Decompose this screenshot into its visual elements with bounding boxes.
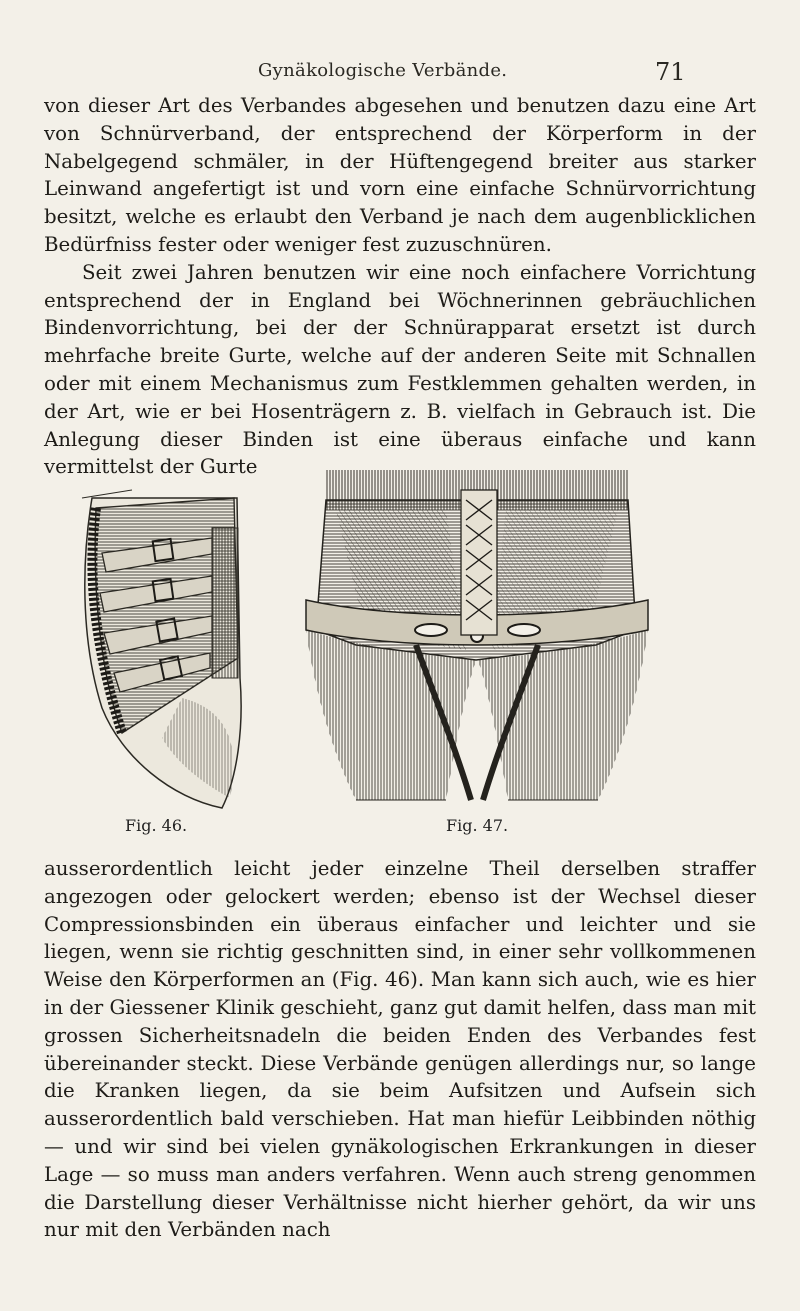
figure-46-caption: Fig. 46. [125, 816, 188, 835]
paragraph: Seit zwei Jahren benutzen wir eine noch einfachere Vorrichtung entsprechend der in England bei Wöchnerinnen gebräuchlichen Bindenvorrichtung, bei der der Schnürapparat ersetzt ist durch mehrfache breite Gurte, welche auf der anderen Seite mit Schnallen oder mit einem Mechanismus zum Festklemmen gehalten werden, in der Art, wie er bei Hosenträgern z. B. vielfach in Gebrauch ist. Die Anlegung dieser Binden ist eine überaus einfache und kann vermittelst der Gurte [44, 260, 756, 479]
paragraph: ausserordentlich leicht jeder einzelne Theil derselben straffer angezogen oder gelockert werden; ebenso ist der Wechsel dieser Compressionsbinden ein überaus einfacher und leichter und sie liegen, wenn sie richtig geschnitten sind, in einer sehr vollkommenen Weise den Körperformen an (Fig. 46). Man kann sich auch, wie es hier in der Giessener Klinik geschieht, ganz gut damit helfen, dass man mit grossen Sicherheitsnadeln die beiden Enden des Verbandes fest übereinander steckt. Diese Verbände genügen allerdings nur, so lange die Kranken liegen, da sie beim Aufsitzen und Aufsein sich ausserordentlich bald verschieben. Hat man hiefür Leibbinden nöthig — und wir sind bei vielen gynäkologischen Erkrankungen in dieser Lage — so muss man anders verfahren. Wenn auch streng genommen die Darstellung dieser Verhältnisse nicht hierher gehört, da wir uns nur mit den Verbänden nach [44, 857, 757, 1242]
figure-47-illustration [296, 470, 658, 808]
binder-side-view-engraving [62, 478, 262, 810]
figure-46-illustration [62, 478, 262, 810]
running-title: Gynäkologische Verbände. [258, 60, 508, 81]
page-number: 71 [655, 58, 686, 86]
text-block-top [44, 92, 756, 481]
text-block-bottom [44, 855, 756, 1244]
laced-binder-front-view-engraving [296, 470, 658, 808]
figure-47-caption: Fig. 47. [446, 816, 509, 835]
figure-area [0, 470, 800, 840]
page-header [0, 60, 800, 90]
paragraph: von dieser Art des Verbandes abgesehen und benutzen dazu eine Art von Schnürverband, der entsprechend der Körperform in der Nabelgegend schmäler, in der Hüftengegend breiter aus starker Leinwand angefertigt ist und vorn eine einfache Schnürvorrichtung besitzt, welche es erlaubt den Verband je nach dem augenblicklichen Bedürfniss fester oder weniger fest zuzuschnüren. [44, 94, 756, 256]
